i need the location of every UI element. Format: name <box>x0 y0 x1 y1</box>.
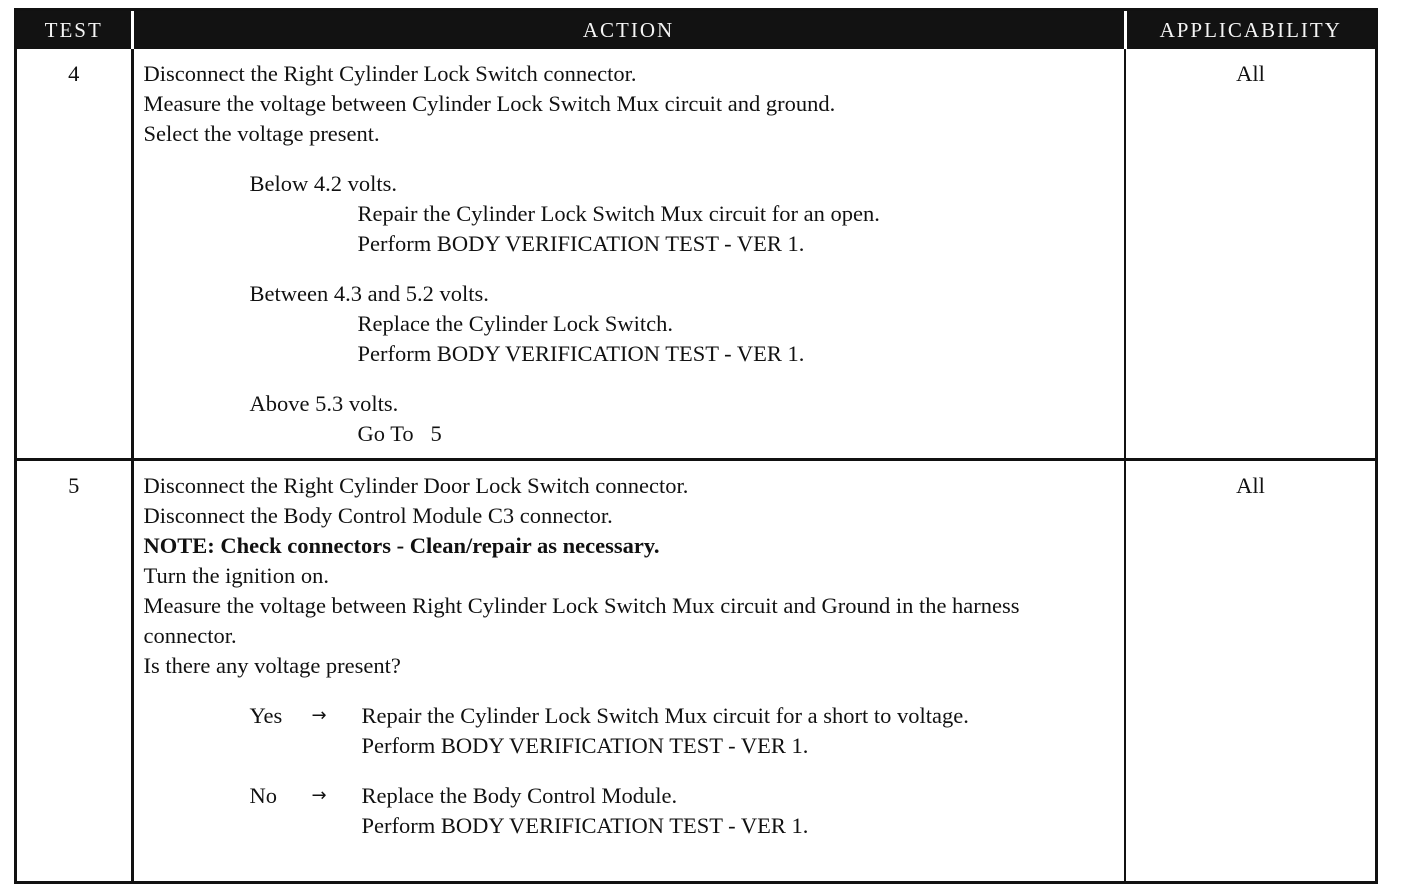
action-cell <box>132 459 1125 881</box>
instruction-line: Is there any voltage present? <box>143 652 401 678</box>
instruction-line: Select the voltage present. <box>143 121 380 146</box>
table-row-test-5 <box>17 459 1375 881</box>
instruction-line: Disconnect the Body Control Module C3 connector. <box>143 502 613 528</box>
diagnostic-table <box>17 11 1375 881</box>
instruction-line: Turn the ignition on. <box>143 562 329 588</box>
instruction-line: Measure the voltage between Cylinder Lock Switch Mux circuit and ground. <box>143 91 836 116</box>
instruction-line: Disconnect the Right Cylinder Door Lock Switch connector. <box>143 472 689 498</box>
option-detail: Perform BODY VERIFICATION TEST - VER 1. <box>357 341 805 366</box>
note-line: NOTE: Check connectors - Clean/repair as necessary. <box>143 532 660 558</box>
option-label: Below 4.2 volts. <box>249 171 398 196</box>
answer-yes <box>144 701 1117 761</box>
header-action: ACTION <box>132 11 1125 49</box>
option-detail: Repair the Cylinder Lock Switch Mux circuit for an open. <box>357 201 880 226</box>
arrow-right-icon: → <box>311 784 327 806</box>
answer-label: No <box>249 782 277 808</box>
answer-detail: Perform BODY VERIFICATION TEST - VER 1. <box>361 732 809 758</box>
answer-detail: Perform BODY VERIFICATION TEST - VER 1. <box>361 812 809 838</box>
test-number: 4 <box>17 49 132 459</box>
applicability-value: All <box>1125 459 1375 881</box>
arrow-right-icon: → <box>311 704 327 726</box>
goto-reference: Go To 5 <box>357 421 442 446</box>
answer-detail: Repair the Cylinder Lock Switch Mux circuit for a short to voltage. <box>361 702 969 728</box>
header-applicability: APPLICABILITY <box>1125 11 1375 49</box>
test-number: 5 <box>17 459 132 881</box>
diagnostic-table-frame <box>14 8 1378 884</box>
answer-detail: Replace the Body Control Module. <box>361 782 678 808</box>
option-detail: Perform BODY VERIFICATION TEST - VER 1. <box>357 231 805 256</box>
instruction-line: Disconnect the Right Cylinder Lock Switch connector. <box>143 61 637 86</box>
header-test: TEST <box>17 11 132 49</box>
option-label: Above 5.3 volts. <box>249 391 399 416</box>
table-row-test-4 <box>17 49 1375 459</box>
action-cell <box>132 49 1125 459</box>
option-label: Between 4.3 and 5.2 volts. <box>249 281 489 306</box>
option-detail: Replace the Cylinder Lock Switch. <box>357 311 674 336</box>
instruction-line: Measure the voltage between Right Cylinder Lock Switch Mux circuit and Ground in the harness connector. <box>143 592 1020 648</box>
answer-no <box>144 781 1117 841</box>
answer-label: Yes <box>249 702 283 728</box>
applicability-value: All <box>1125 49 1375 459</box>
table-header-row <box>17 11 1375 49</box>
